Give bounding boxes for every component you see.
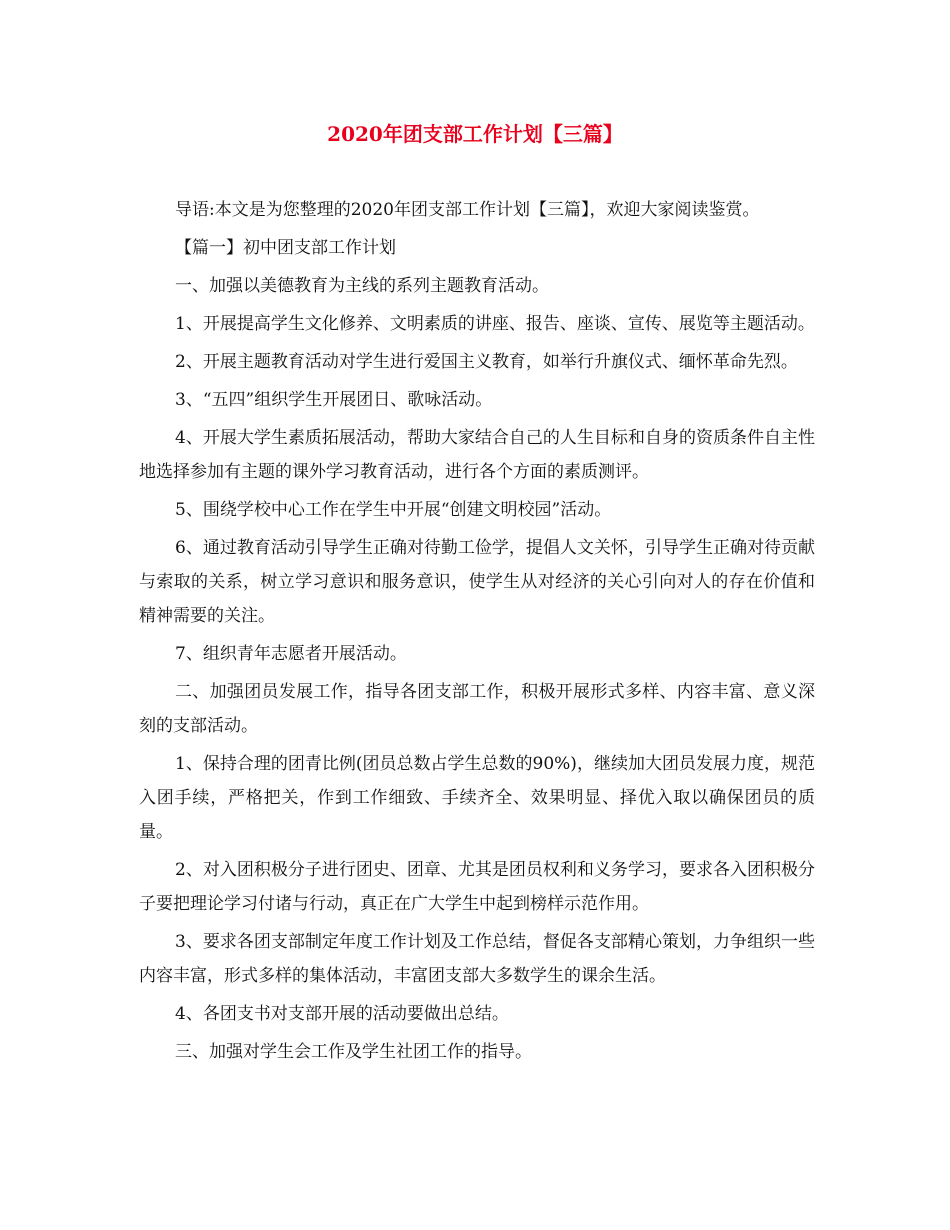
document-body [139, 193, 815, 1073]
list-item: 2、对入团积极分子进行团史、团章、尤其是团员权利和义务学习，要求各入团积极分子要把理论学习付诸与行动，真正在广大学生中起到榜样示范作用。 [139, 860, 815, 914]
document-title: 2020年团支部工作计划【三篇】 [327, 122, 623, 146]
list-item: 5、围绕学校中心工作在学生中开展“创建文明校园”活动。 [175, 500, 612, 520]
list-item: 4、开展大学生素质拓展活动，帮助大家结合自己的人生目标和自身的资质条件自主性地选择参加有主题的课外学习教育活动，进行各个方面的素质测评。 [139, 428, 815, 482]
subsection-heading: 三、加强对学生会工作及学生社团工作的指导。 [175, 1042, 532, 1062]
list-item: 6、通过教育活动引导学生正确对待勤工俭学，提倡人文关怀，引导学生正确对待贡献与索取的关系，树立学习意识和服务意识，使学生从对经济的关心引向对人的存在价值和精神需要的关注。 [139, 538, 815, 626]
subsection-heading: 二、加强团员发展工作，指导各团支部工作，积极开展形式多样、内容丰富、意义深刻的支部活动。 [139, 682, 815, 736]
intro-paragraph: 导语:本文是为您整理的2020年团支部工作计划【三篇】，欢迎大家阅读鉴赏。 [175, 200, 760, 220]
list-item: 4、各团支书对支部开展的活动要做出总结。 [175, 1004, 509, 1024]
subsection-heading: 一、加强以美德教育为主线的系列主题教育活动。 [175, 276, 549, 296]
list-item: 1、保持合理的团青比例(团员总数占学生总数的90%)，继续加大团员发展力度，规范入团手续，严格把关，作到工作细致、手续齐全、效果明显、择优入取以确保团员的质量。 [139, 754, 815, 842]
list-item: 3、“五四”组织学生开展团日、歌咏活动。 [175, 390, 493, 410]
list-item: 3、要求各团支部制定年度工作计划及工作总结，督促各支部精心策划，力争组织一些内容丰富，形式多样的集体活动，丰富团支部大多数学生的课余生活。 [139, 932, 815, 986]
section-heading: 【篇一】初中团支部工作计划 [175, 238, 396, 258]
list-item: 7、组织青年志愿者开展活动。 [175, 644, 407, 664]
list-item: 2、开展主题教育活动对学生进行爱国主义教育，如举行升旗仪式、缅怀革命先烈。 [175, 352, 798, 372]
list-item: 1、开展提高学生文化修养、文明素质的讲座、报告、座谈、宣传、展览等主题活动。 [175, 314, 815, 334]
